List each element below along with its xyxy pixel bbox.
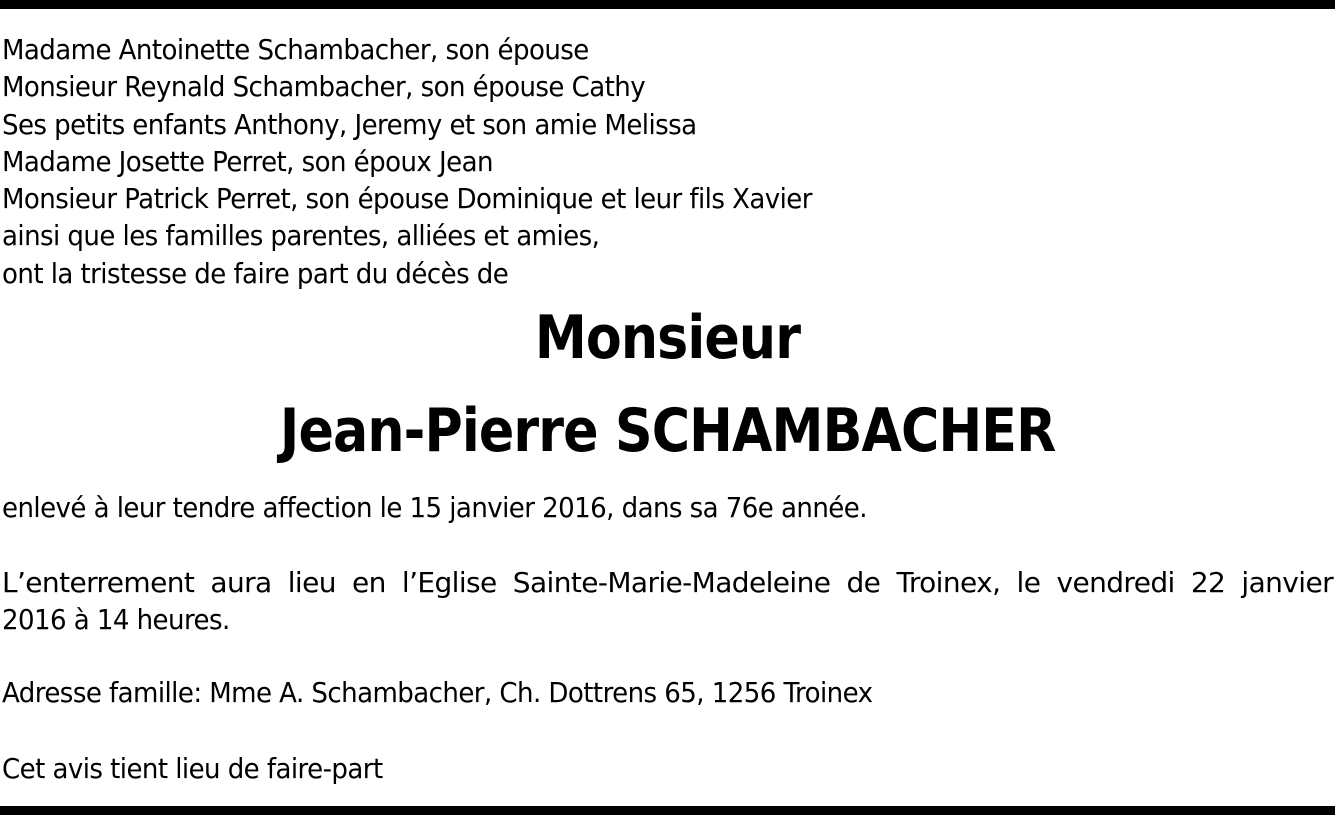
funeral-announcement — [2, 564, 1333, 638]
funeral-word: janvier — [1241, 566, 1333, 599]
funeral-word: en — [352, 566, 386, 599]
closing-note: Cet avis tient lieu de faire-part — [2, 752, 383, 785]
family-line: ont la tristesse de faire part du décès de — [2, 256, 509, 290]
funeral-word: l’Eglise — [401, 566, 497, 599]
family-line: ainsi que les familles parentes, alliées et amies, — [2, 219, 600, 253]
death-statement: enlevé à leur tendre affection le 15 janvier 2016, dans sa 76e année. — [2, 491, 867, 524]
family-line: Ses petits enfants Anthony, Jeremy et son amie Melissa — [2, 107, 697, 141]
family-line: Madame Antoinette Schambacher, son épouse — [2, 33, 589, 66]
funeral-word: 22 — [1190, 566, 1226, 599]
funeral-word: vendredi — [1056, 566, 1175, 599]
funeral-line-1 — [2, 564, 1333, 601]
funeral-word: de — [846, 566, 881, 599]
family-line: Monsieur Reynald Schambacher, son épouse Cathy — [2, 70, 646, 104]
top-border-rule — [0, 0, 1335, 9]
bottom-border-rule — [0, 806, 1335, 815]
deceased-name — [0, 396, 1335, 466]
funeral-word: L’enterrement — [2, 566, 195, 599]
funeral-word: Sainte-Marie-Madeleine — [512, 566, 831, 599]
family-line: Madame Josette Perret, son époux Jean — [2, 144, 493, 178]
deceased-title — [0, 303, 1335, 373]
funeral-line-2: 2016 à 14 heures. — [2, 603, 230, 636]
family-announcement — [2, 31, 1240, 292]
family-line: Monsieur Patrick Perret, son épouse Dominique et leur fils Xavier — [2, 182, 812, 216]
deceased-title-text: Monsieur — [534, 303, 801, 373]
funeral-word: Troinex, — [896, 566, 1001, 599]
deceased-name-text: Jean-Pierre SCHAMBACHER — [279, 396, 1056, 466]
family-address: Adresse famille: Mme A. Schambacher, Ch. Dottrens 65, 1256 Troinex — [2, 676, 873, 709]
funeral-word: le — [1016, 566, 1041, 599]
funeral-word: lieu — [287, 566, 336, 599]
obituary-notice — [2, 31, 1333, 292]
funeral-word: aura — [210, 566, 272, 599]
